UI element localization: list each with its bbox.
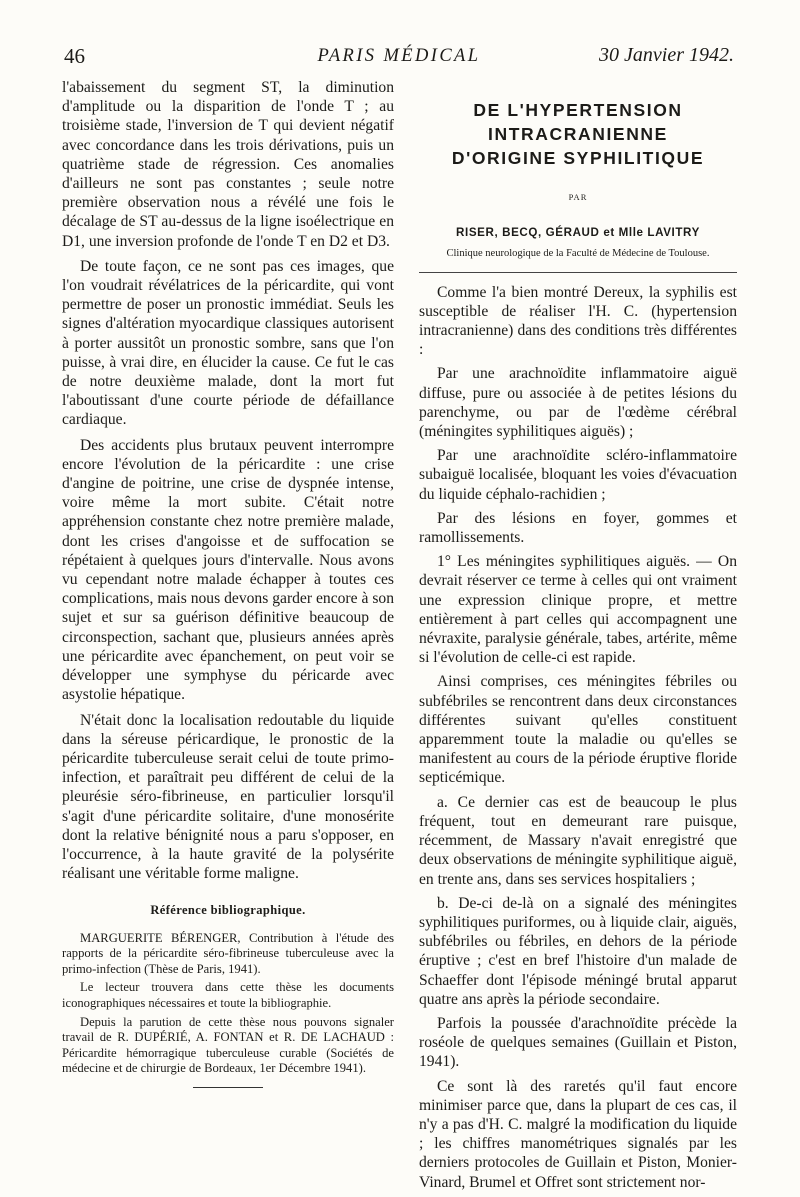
byline-par: PAR xyxy=(568,192,588,202)
bibliography-entry-3: Depuis la parution de cette thèse nous pouvons signaler travail de R. DUPÉRIÉ, A. FONTAN et R. DE LACHAUD : Péricardite hémorragique tuberculeuse curable (Sociétés de médecine et de chirurgie de Bordeaux, 1er Décembre 1941). xyxy=(62,1014,394,1076)
bibliography-entry-1: MARGUERITE BÉRENGER, Contribution à l'étude des rapports de la péricardite séro-fibrineuse tuberculeuse avec la primo-infection (Thèse de Paris, 1941). xyxy=(62,930,394,976)
title-rule xyxy=(419,272,737,273)
page-number: 46 xyxy=(64,44,85,68)
left-paragraph-1: l'abaissement du segment ST, la diminution d'amplitude ou la disparition de l'onde T ; au troisième stade, l'inversion de T qui devient négatif avec concordance dans les trois dérivations, puis un quatrième stade de régression. Ces anomalies d'ailleurs ne sont pas constantes ; seule notre première observation nous a révélé une fois le décalage de ST au-dessus de la ligne isoélectrique en D1, une inversion profonde de l'onde T en D2 et D3. xyxy=(62,79,394,250)
left-paragraph-3: Des accidents plus brutaux peuvent interrompre encore l'évolution de la péricardite : une crise d'angine de poitrine, une crise de dyspnée intense, voire même la mort subite. C'était notre appréhension constante chez notre première malade, dont les crises d'angoisse et de suffocation se répétaient à quelques jours d'intervalle. Nous avons vu cependant notre malade échapper à toutes ces complications, mais nous devons garder encore à son sujet et sur sa guérison définitive beaucoup de circonspection, sachant que, plusieurs années après une péricardite avec épanchement, on peut voir se développer une symphyse du péricarde avec asystolie hépatique. xyxy=(62,436,394,704)
article-title-line-1: DE L'HYPERTENSION xyxy=(473,100,683,120)
article-paragraph-4: Par des lésions en foyer, gommes et ramollissements. xyxy=(419,509,737,547)
article-paragraph-3: Par une arachnoïdite scléro-inflammatoire subaiguë localisée, bloquant les voies d'évacuation du liquide céphalo-rachidien ; xyxy=(419,447,737,503)
article-authors: RISER, BECQ, GÉRAUD et Mlle LAVITRY xyxy=(456,226,700,240)
article-title xyxy=(419,98,737,170)
article-paragraph-1: Comme l'a bien montré Dereux, la syphilis est susceptible de réaliser l'H. C. (hypertension intracranienne) dans des conditions très différentes : xyxy=(419,283,737,359)
article-title-line-2: INTRACRANIENNE xyxy=(488,124,668,144)
left-paragraph-4: N'était donc la localisation redoutable du liquide dans la séreuse péricardique, le pronostic de la péricardite tuberculeuse serait celui de toute primo-infection, et paraîtrait peu différent de celui de la pleurésie séro-fibrineuse, en particulier lorsqu'il s'agit d'une péricardite solitaire, d'une monosérite dont la relative bénignité nous a paru s'opposer, en l'occurrence, à la haute gravité de la polysérite réalisant une véritable forme maligne. xyxy=(62,711,394,883)
article-paragraph-5: 1° Les méningites syphilitiques aiguës. — On devrait réserver ce terme à celles qui ont vraiment une expression clinique propre, et mettre entièrement à part celles qui accompagnent une névraxite, paralysie générale, tabes, artérite, même si l'évolution de celle-ci est rapide. xyxy=(419,553,737,667)
bibliography xyxy=(62,901,394,1088)
running-header xyxy=(64,44,734,74)
journal-title: PARIS MÉDICAL xyxy=(317,46,481,66)
issue-date: 30 Janvier 1942. xyxy=(599,44,734,66)
bibliography-title: Référence bibliographique. xyxy=(150,903,306,918)
article-paragraph-6: Ainsi comprises, ces méningites fébriles ou subfébriles se rencontrent dans deux circonstances différentes suivant qu'elles constituent apparemment toute la maladie ou qu'elles se manifestent au cours de la période éruptive floride septicémique. xyxy=(419,673,737,787)
article-paragraph-7: a. Ce dernier cas est de beaucoup le plus fréquent, tout en demeurant rare puisque, récemment, de Massary n'avait enregistré que deux observations de méningite syphilitique aiguë, en trente ans, dans ses services hospitaliers ; xyxy=(419,793,737,888)
article-title-line-3: D'ORIGINE SYPHILITIQUE xyxy=(451,148,705,168)
article-paragraph-8: b. De-ci de-là on a signalé des méningites syphilitiques puriformes, ou à liquide clair, aiguës, subfébriles ou fébriles, en dehors de la période éruptive ; c'est en bref l'histoire d'un malade de Schaeffer dont l'épisode méningé brutal apparut quatre ans après la période secondaire. xyxy=(419,894,737,1008)
end-rule xyxy=(193,1087,263,1088)
left-column xyxy=(62,78,394,1088)
article-paragraph-10: Ce sont là des raretés qu'il faut encore minimiser parce que, dans la plupart de ces cas, il n'y a pas d'H. C. malgré la modification du liquide ; les chiffres manométriques signalés par les derniers protocoles de Guillain et Piston, Monier-Vinard, Brumel et Offret sont strictement nor- xyxy=(419,1077,737,1191)
right-column xyxy=(419,90,737,1197)
article-affiliation: Clinique neurologique de la Faculté de Médecine de Toulouse. xyxy=(446,248,710,260)
article-paragraph-9: Parfois la poussée d'arachnoïdite précède la roséole de quelques semaines (Guillain et Piston, 1941). xyxy=(419,1014,737,1071)
left-paragraph-2: De toute façon, ce ne sont pas ces images, que l'on voudrait révélatrices de la péricardite, qui vont permettre de poser un pronostic immédiat. Seuls les signes d'altération myocardique classiques autorisent à porter aussitôt un pronostic sombre, sans que l'on puisse, à vrai dire, en élucider la cause. Ce fut le cas de notre deuxième malade, dont la mort fut l'aboutissant d'une courte période de défaillance cardiaque. xyxy=(62,257,394,429)
article-paragraph-2: Par une arachnoïdite inflammatoire aiguë diffuse, pure ou associée à de petites lésions du parenchyme, ou par de l'œdème cérébral (méningites syphilitiques aiguës) ; xyxy=(419,365,737,441)
bibliography-entry-2: Le lecteur trouvera dans cette thèse les documents iconographiques nécessaires et toute la bibliographie. xyxy=(62,980,394,1010)
